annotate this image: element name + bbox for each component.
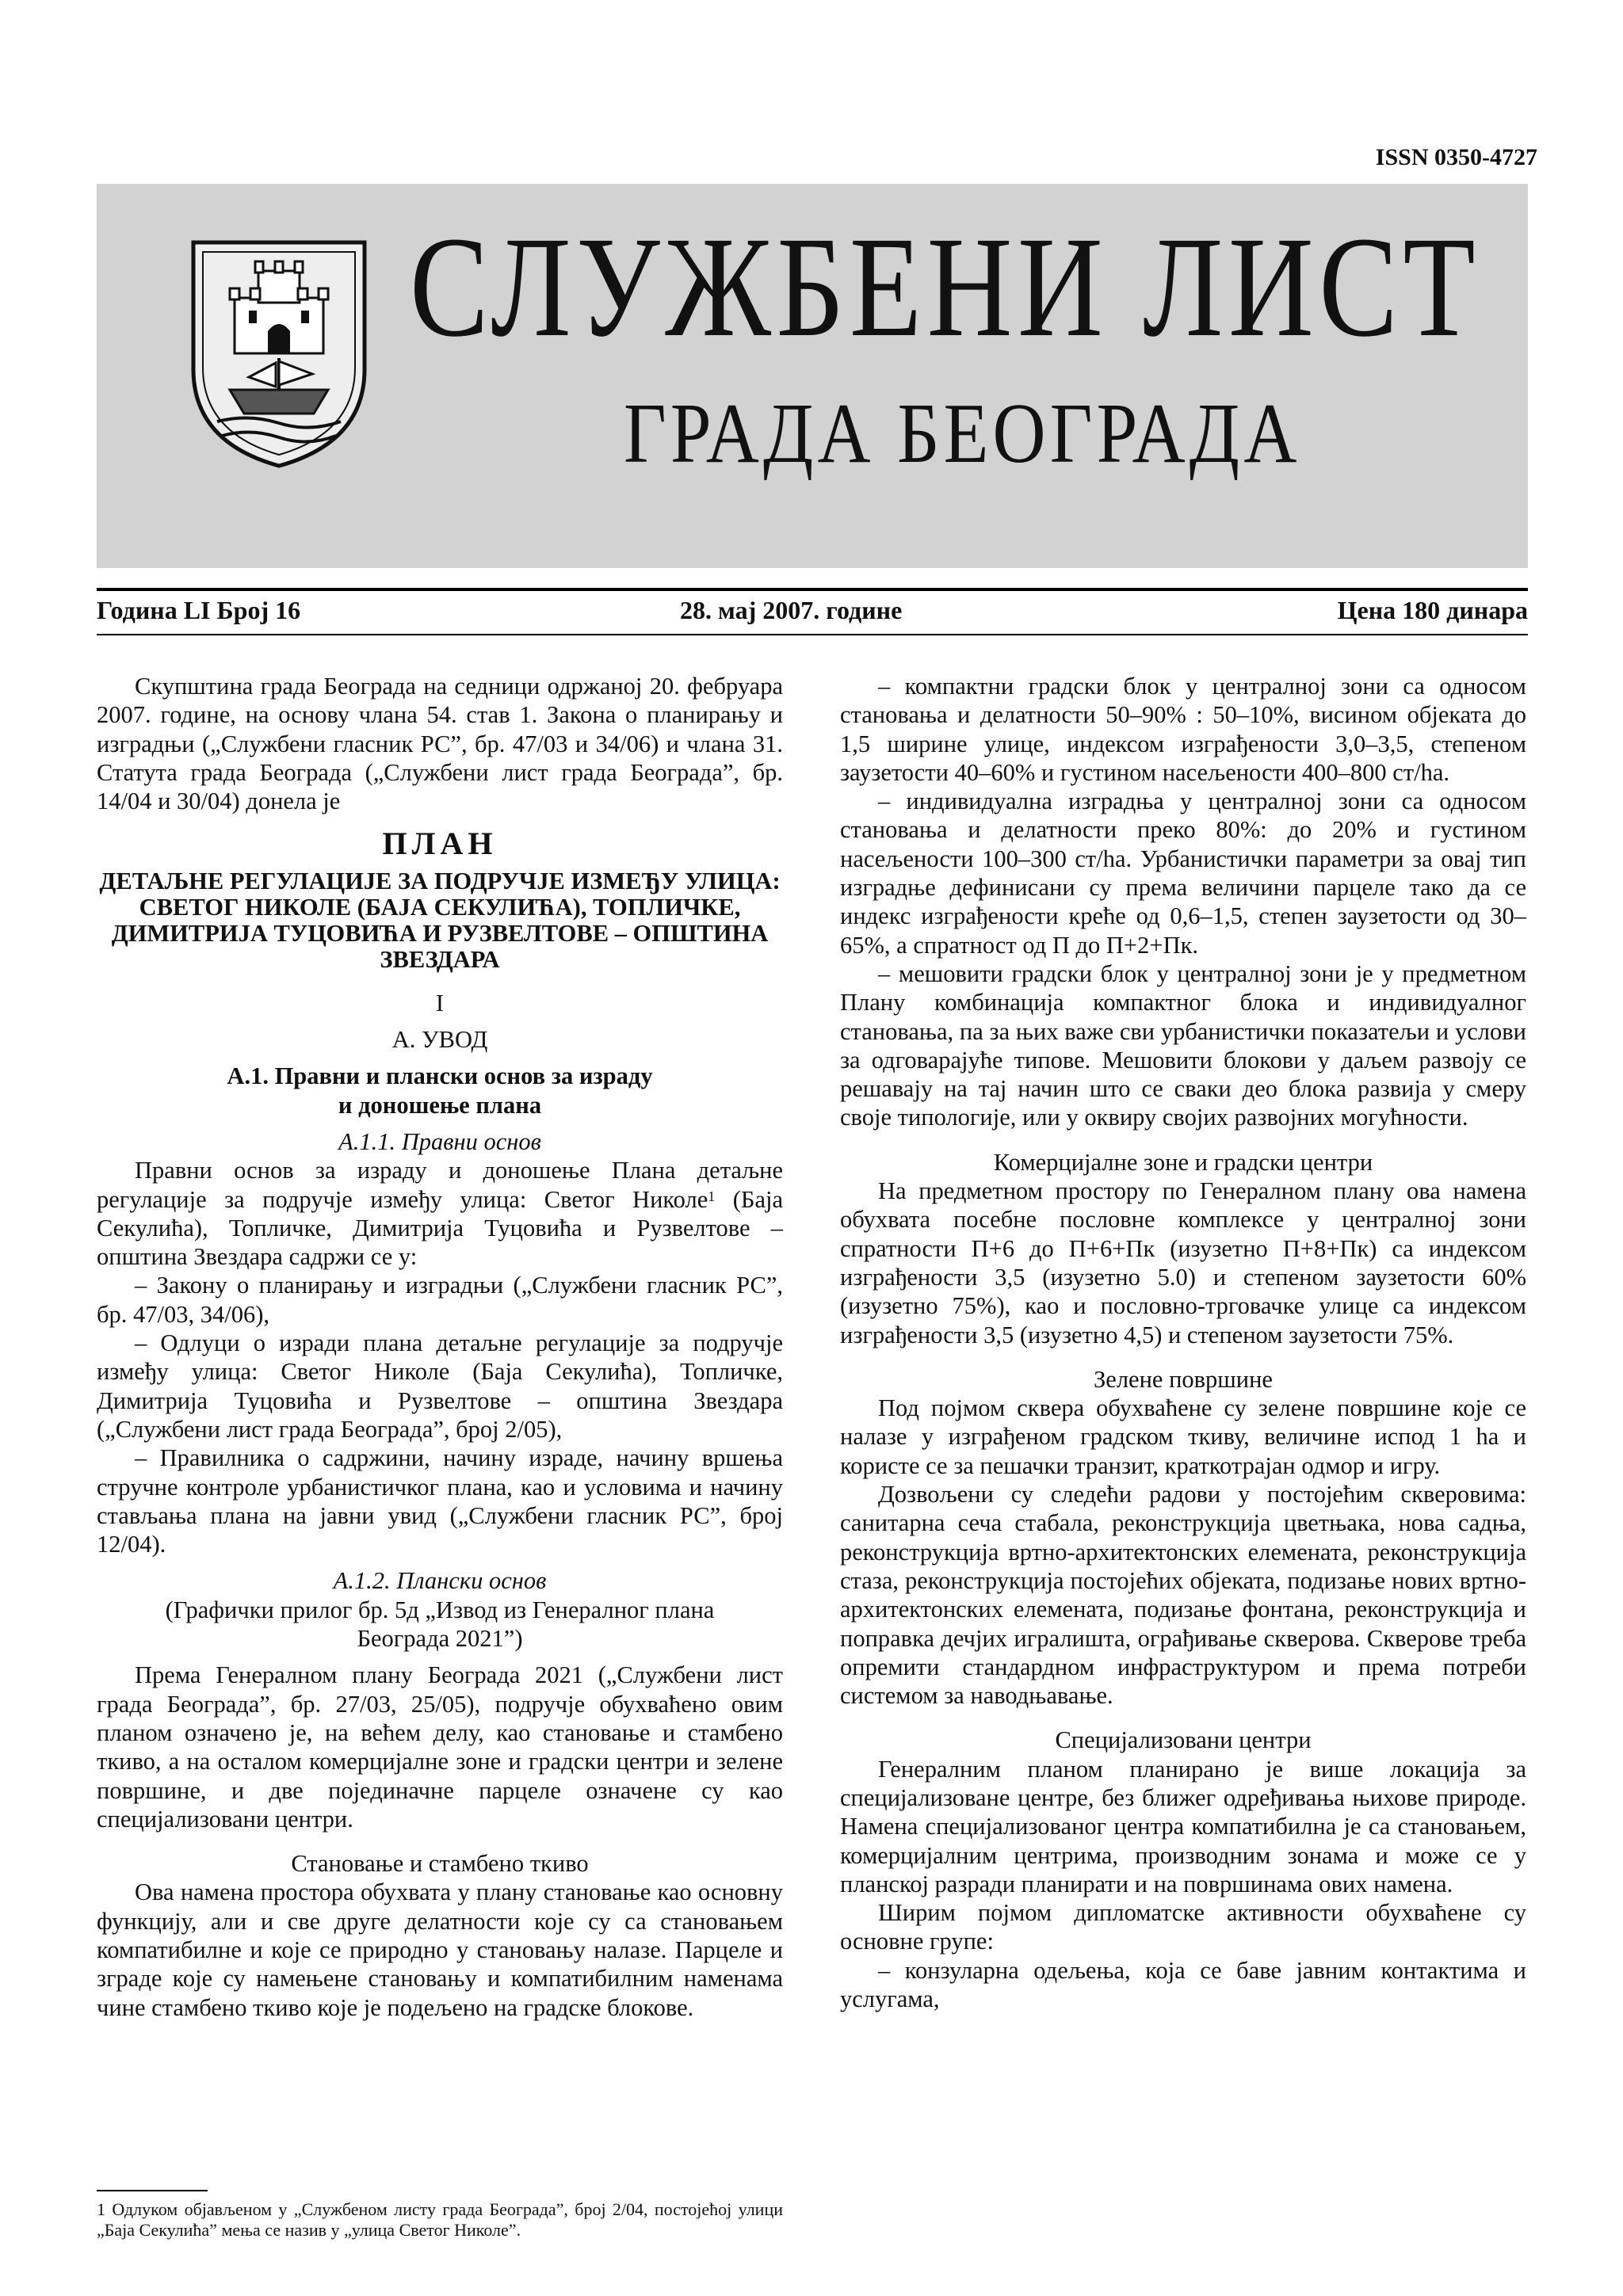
- issn: ISSN 0350-4727: [1375, 144, 1537, 170]
- paragraph-works: Дозвољени су следећи радови у постојећим скверовима: санитарна сеча стабала, реконструкција цветњака, нова садња, реконструкција вртно-архитектонских елемената, реконструкција стаза, реконструкција постојећих објеката, подизање нових вртно-архитектонских елемената, подизање фонтана, реконструкција и поправка дечјих игралишта, ограђивање скверова. Скверове треба опремити стандардном инфраструктуром и према потреби системом за наводњавање.: [840, 1481, 1526, 1710]
- heading-green: Зелене површине: [1094, 1365, 1273, 1393]
- paragraph-diplomatic: Ширим појмом дипломатске активности обухваћене су основне групе:: [840, 1899, 1526, 1955]
- paragraph-legal-basis-b: (Баја Секулића), Топличке, Димитрија Туцовића и Рузвелтове – општина Звездара садржи се у:: [97, 1185, 783, 1271]
- heading-a1-line2: и доношење плана: [338, 1091, 542, 1119]
- list-item-law: – Закону о планирању и изградњи („Службени гласник РС”, бр. 47/03, 34/06),: [97, 1272, 783, 1328]
- section-heading-intro: А. УВОД: [391, 1026, 488, 1054]
- header-rule-top: [97, 588, 1528, 591]
- issue-price: Цена 180 динара: [1337, 596, 1528, 624]
- header-rule-bottom: [97, 634, 1528, 635]
- footnote-rule: [97, 2190, 208, 2191]
- footnote-marker: 1: [708, 1188, 716, 1204]
- right-column: [840, 672, 1526, 2013]
- list-item-mixed-block: – мешовити градски блок у централној зони је у предметном Плану комбинација компактног блока и индивидуалног становања, па за њих важе сви урбанистички показатељи и услови за одговарајуће типове. Мешовити блокови у даљем развоју се решавају на тај начин што се сваки део блока развија у смеру своје типологије, или у оквиру својих развојних могућности.: [840, 959, 1526, 1131]
- masthead-title: СЛУЖБЕНИ ЛИСТ: [410, 208, 1481, 367]
- heading-specialized: Специјализовани центри: [1055, 1726, 1312, 1754]
- list-item-individual: – индивидуална изградња у централној зони са односом становања и делатности преко 80%: до 20% и густином насељености 100–300 ст/ha. Урбанистички параметри за овај тип изградње дефинисани су према величини парцеле тако да се индекс изграђености креће од 0,6–1,5, степен заузетости од 30–65%, а спратност од П до П+2+Пк.: [840, 788, 1526, 959]
- plan-heading: ПЛАН: [382, 826, 498, 862]
- heading-a12-sub2: Београда 2021”): [357, 1625, 523, 1653]
- footnote: 1 Одлуком објављеном у „Службеном листу града Београда”, број 2/04, постојећој улици „Баја Секулића” мења се назив у „улица Светог Николе”.: [97, 2199, 783, 2240]
- list-item-compact-block: – компактни градски блок у централној зони са односом становања и делатности 50–90% : 50–10%, висином објеката до 1,5 ширине улице, индексом изграђености 3,0–3,5, степеном заузетости 40–60% и густином насељености 400–800 ст/ha.: [840, 673, 1526, 786]
- issue-year-number: Година LI Број 16: [97, 596, 301, 624]
- paragraph-commercial: На предметном простору по Генералном плану ова намена обухвата посебне пословне комплексе у централној зони спратности П+6 до П+6+Пк (изузетно П+8+Пк) са индексом изграђености 3,5 (изузетно 5.0) и степеном заузетости 60% (изузетно 75%), као и пословно-трговачке улице са индексом изграђености 3,5 (изузетно 4,5) и степеном заузетости 75%.: [840, 1177, 1526, 1348]
- part-roman-numeral: I: [435, 989, 445, 1016]
- paragraph-square: Под појмом сквера обухваћене су зелене површине које се налазе у изграђеном градском ткиву, величине испод 1 ha и користе се за пешачки транзит, краткотрајан одмор и игру.: [840, 1394, 1526, 1479]
- list-item-rulebook: – Правилника о садржини, начину израде, начину вршења стручне контроле урбанистичког плана, као и условима и начину стављања плана на јавни увид („Службени гласник РС”, број 12/04).: [97, 1444, 783, 1558]
- plan-title: ДЕТАЉНЕ РЕГУЛАЦИЈЕ ЗА ПОДРУЧЈЕ ИЗМЕЂУ УЛИЦА: СВЕТОГ НИКОЛЕ (БАЈА СЕКУЛИЋА), ТОПЛИЧКЕ, ДИМИТРИЈА ТУЦОВИЋА И РУЗВЕЛТОВЕ – ОПШТИНА ЗВЕЗДАРА: [99, 867, 781, 973]
- heading-a11: А.1.1. Правни основ: [338, 1127, 541, 1155]
- paragraph-legal-basis: [97, 1156, 783, 1271]
- intro-paragraph: Скупштина града Београда на седници одржаној 20. фебруара 2007. године, на основу члана 54. став 1. Закона о планирању и изградњи („Службени гласник РС”, бр. 47/03 и 34/06) и члана 31. Статута града Београда („Службени лист града Београда”, бр. 14/04 и 30/04) донела је: [97, 673, 783, 815]
- paragraph-specialized: Генералним планом планирано је више локација за специјализоване центре, без ближег одређивања њихове природе. Намена специјализованог центра компатибилна је са становањем, комерцијалним центрима, производним зонама и може се у планској разради планирати и на површинама ових намена.: [840, 1755, 1526, 1897]
- list-item-decision: – Одлуци о изради плана детаљне регулације за подручје између улица: Светог Николе (Баја Секулића), Топличке, Димитрија Туцовића и Рузвелтове – општина Звездара („Службени лист града Београда”, број 2/05),: [97, 1329, 783, 1443]
- list-item-consular: – конзуларна одељења, која се баве јавним контактима и услугама,: [840, 1956, 1526, 2013]
- issue-date: 28. мај 2007. године: [680, 596, 903, 624]
- left-column: [97, 672, 783, 2022]
- heading-a12: А.1.2. Плански основ: [333, 1567, 547, 1595]
- heading-housing: Становање и стамбено ткиво: [291, 1850, 589, 1878]
- heading-commercial: Комерцијалне зоне и градски центри: [993, 1148, 1373, 1176]
- heading-a1-line1: А.1. Правни и плански основ за израду: [227, 1062, 653, 1090]
- heading-a12-sub1: (Графички прилог бр. 5д „Извод из Генералног плана: [165, 1596, 715, 1623]
- issue-line: [97, 596, 1528, 627]
- masthead-subtitle: ГРАДА БЕОГРАДА: [624, 387, 1301, 481]
- belgrade-coat-of-arms-icon: [185, 235, 372, 472]
- masthead: [97, 184, 1528, 568]
- paragraph-housing: Ова намена простора обухвата у плану становање као основну функцију, али и све друге делатности које су са становањем компатибилне и које се природно у становању налазе. Парцеле и зграде које су намењене становању и компатибилним наменама чине стамбено ткиво које је подељено на градске блокове.: [97, 1878, 783, 2021]
- paragraph-general-plan: Према Генералном плану Београда 2021 („Службени лист града Београда”, бр. 27/03, 25/05), подручје обухваћено овим планом означено је, на већем делу, као становање и стамбено ткиво, а на осталом комерцијалне зоне и градски центри и зелене површине, и две појединачне парцеле означене су као специјализовани центри.: [97, 1661, 783, 1833]
- paragraph-legal-basis-a: Правни основ за израду и доношење Плана детаљне регулације за подручје између улица: Светог Николе: [97, 1157, 783, 1213]
